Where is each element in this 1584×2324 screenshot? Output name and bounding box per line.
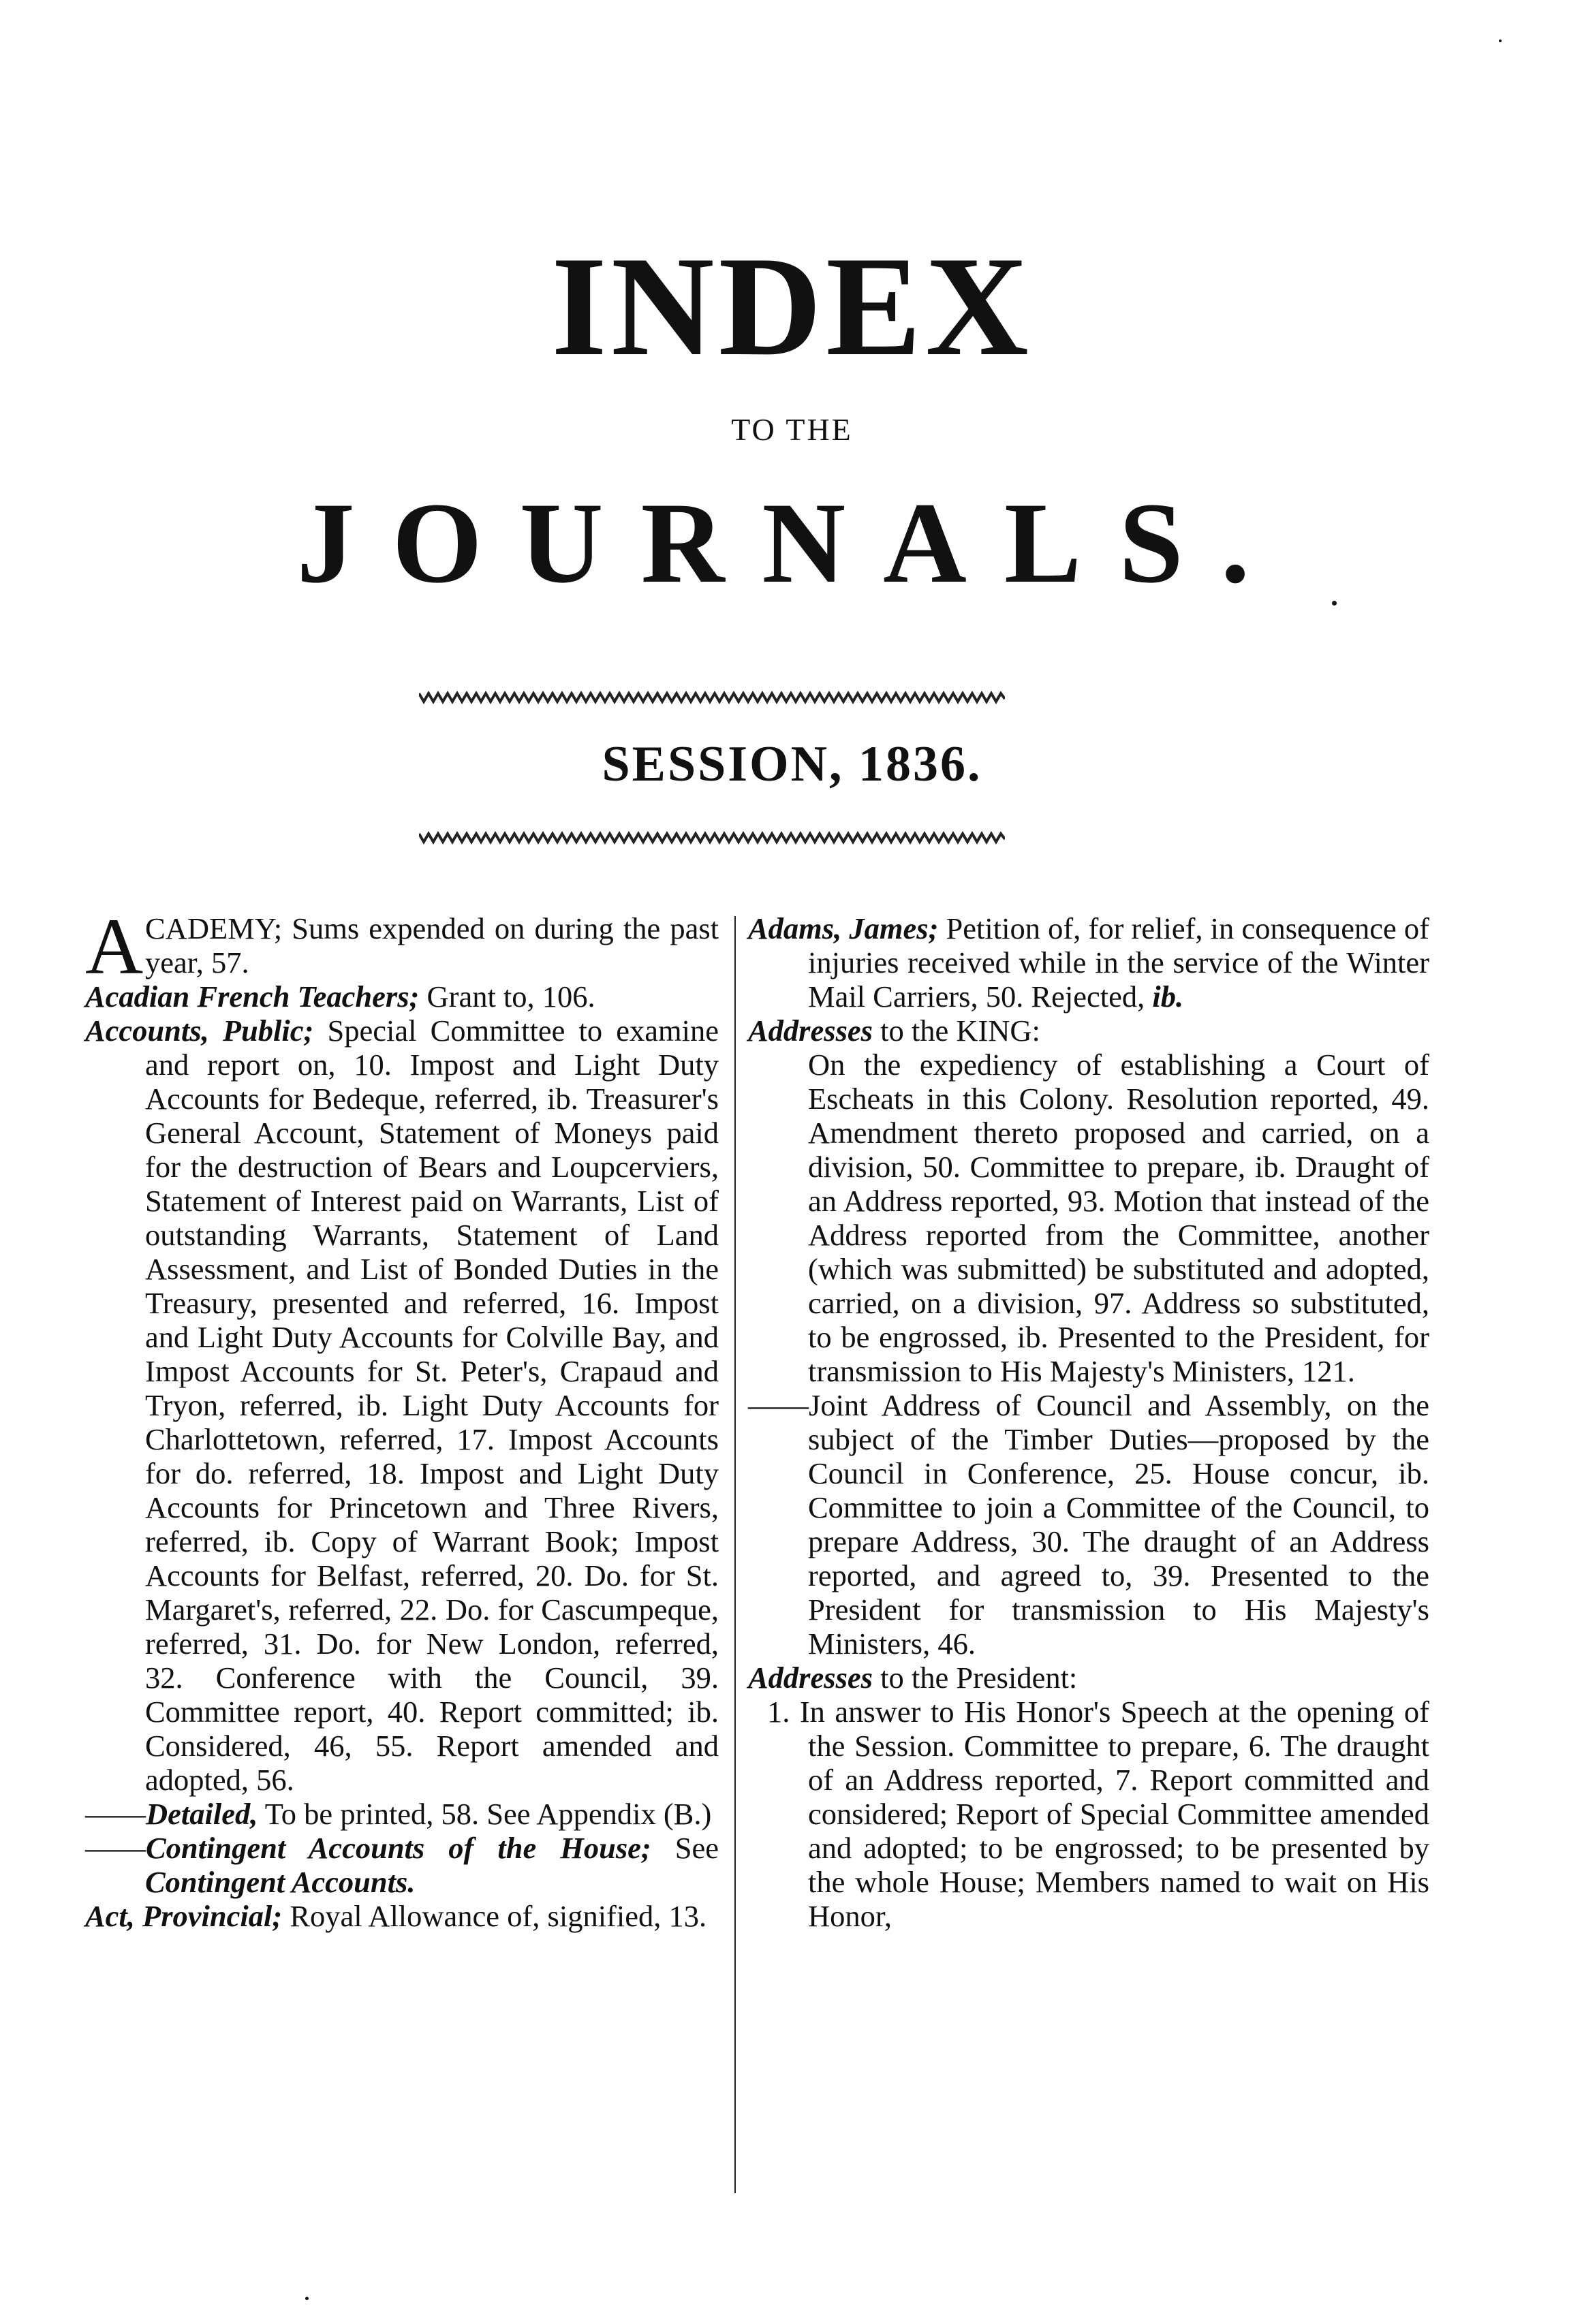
entry-text: Special Committee to examine and report on, 10. Impost and Light Duty Accounts for Bedeque, referred, ib. Treasurer's General Account, Statement of Moneys paid for the destruction of Bears and Loupcerviers, Statement of Interest paid on Warrants, List of outstanding Warrants, Statement of Land Assessment, and List of Bonded Duties in the Treasury, presented and referred, 16. Impost and Light Duty Accounts for Colville Bay, and Impost Accounts for St. Peter's, Crapaud and Tryon, referred, ib. Light Duty Accounts for Charlottetown, referred, 17. Impost Accounts for do. referred, 18. Impost and Light Duty Accounts for Princetown and Three Rivers, referred, ib. Copy of Warrant Book; Impost Accounts for Belfast, referred, 20. Do. for St. Margaret's, referred, 22. Do. for Cascumpeque, referred, 31. Do. for New London, referred, 32. Conference with the Council, 39. Committee report, 40. Report committed; ib. Considered, 46, 55. Report amended and adopted, 56. — [145, 1014, 719, 1797]
entry-head: Acadian French Teachers; — [85, 979, 420, 1014]
index-column-left — [85, 902, 719, 1933]
entry-text: Sums expended on during the past year, 57. — [145, 911, 719, 979]
print-speck — [1332, 601, 1337, 606]
entry-act-provincial — [85, 1899, 719, 1933]
session-heading: SESSION, 1836. — [602, 736, 982, 792]
entry-head: Addresses — [748, 1661, 873, 1695]
entry-head: CADEMY; — [145, 911, 283, 945]
drop-cap: A — [85, 902, 144, 991]
ornament-rule-bottom — [419, 830, 1005, 845]
entry-head: Adams, James; — [748, 911, 939, 945]
entry-text: In answer to His Honor's Speech at the opening of the Session. Committee to prepare, 6. The draught of an Address reported, 7. Report committed and considered; Report of Special Committee amended and adopted; to be engrossed; to be presented by the whole House; Members named to wait on His Honor, — [799, 1695, 1430, 1933]
entry-text: Petition of, for relief, in consequence of injuries received while in the service of the Winter Mail Carriers, 50. Rejected, — [808, 911, 1429, 1014]
entry-head: Addresses — [748, 1014, 873, 1048]
entry-head: Act, Provincial; — [85, 1899, 283, 1933]
entry-escheats: On the expediency of establishing a Court of Escheats in this Colony. Resolution reported, 49. Amendment thereto proposed and carried, on a division, 50. Committee to prepare, ib. Draught of an Address reported, 93. Motion that instead of the Address reported from the Committee, another (which was submitted) be substituted and adopted, carried, on a division, 97. Address so substituted, to be engrossed, ib. Presented to the President, for transmission to His Majesty's Ministers, 121. — [808, 1048, 1429, 1388]
entry-item-1 — [748, 1695, 1429, 1933]
entry-contingent-accounts — [85, 1831, 719, 1899]
index-column-right — [748, 911, 1429, 1933]
entry-head: Contingent Accounts of the House; — [146, 1831, 651, 1865]
entry-acadian-french-teachers — [85, 979, 719, 1014]
entry-text: Joint Address of Council and Assembly, on the subject of the Timber Duties—proposed by the Council in Conference, 25. House concur, ib. Committee to join a Committee of the Council, to prepare Address, 30. The draught of an Address reported, and agreed to, 39. Presented to the President for transmission to His Majesty's Ministers, 46. — [808, 1388, 1429, 1661]
entry-head: Accounts, Public; — [85, 1014, 314, 1048]
title-journals: JOURNALS. — [296, 479, 1288, 607]
page-title: INDEX — [551, 227, 1033, 386]
entry-joint-address — [748, 1388, 1429, 1661]
entry-head: Detailed, — [146, 1797, 258, 1831]
entry-text: Grant to, 106. — [426, 979, 595, 1014]
entry-text: See — [674, 1831, 719, 1865]
entry-text: to the KING: — [880, 1014, 1040, 1048]
entry-accounts-public — [85, 1014, 719, 1797]
title-to-the: TO THE — [731, 412, 853, 447]
entry-text: Royal Allowance of, signified, 13. — [290, 1899, 707, 1933]
print-speck — [1499, 40, 1502, 42]
entry-addresses-king — [748, 1014, 1429, 1048]
print-speck — [305, 2297, 309, 2300]
entry-addresses-president — [748, 1661, 1429, 1695]
entry-detailed — [85, 1797, 719, 1831]
entry-dash: —— — [748, 1388, 809, 1422]
ornament-rule-top — [419, 689, 1005, 704]
entry-ib: ib. — [1152, 979, 1184, 1014]
entry-adams-james — [748, 911, 1429, 1014]
entry-dash: —— — [85, 1831, 146, 1865]
entry-cross-reference: Contingent Accounts. — [145, 1865, 416, 1899]
entry-text: to the President: — [880, 1661, 1078, 1695]
entry-academy — [85, 902, 719, 991]
entry-dash: —— — [85, 1797, 146, 1831]
column-divider — [734, 916, 736, 2193]
entry-text: To be printed, 58. See Appendix (B.) — [264, 1797, 712, 1831]
entry-number: 1. — [767, 1695, 790, 1729]
